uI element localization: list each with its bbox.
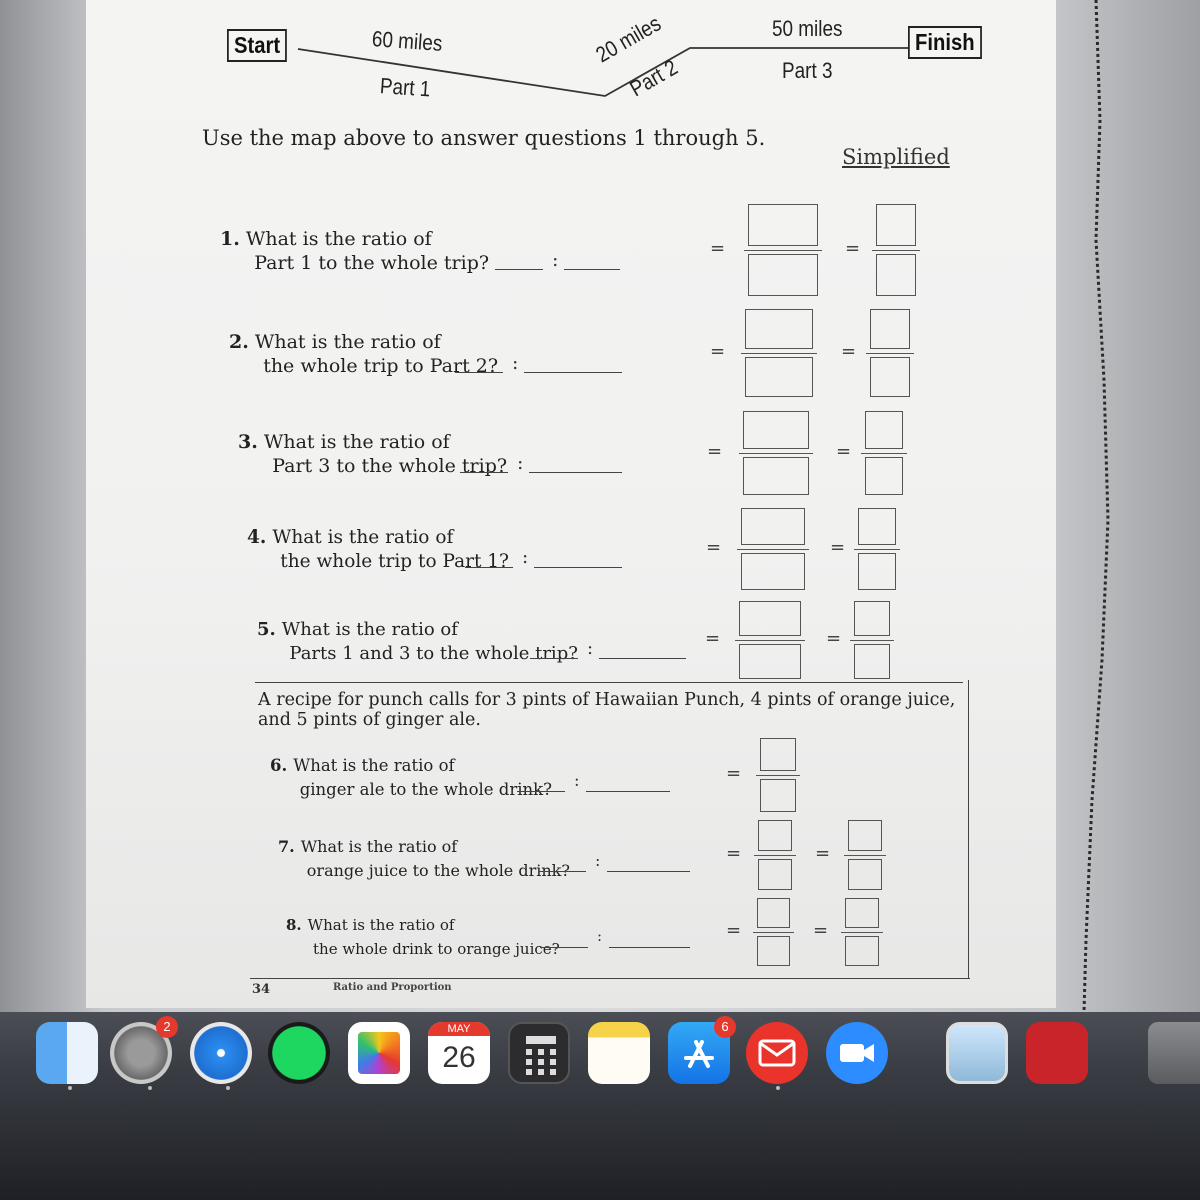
- simplified-denominator-box[interactable]: [865, 457, 903, 495]
- simplified-denominator-box[interactable]: [858, 553, 896, 590]
- safari-icon[interactable]: [190, 1022, 252, 1084]
- finder-icon[interactable]: [36, 1022, 98, 1084]
- simplified-numerator-box[interactable]: [848, 820, 882, 851]
- calendar-icon[interactable]: [428, 1022, 490, 1084]
- question-text-2: orange juice to the whole drink?: [306, 861, 570, 880]
- fraction-bar: [741, 353, 817, 354]
- simplified-denominator-box[interactable]: [854, 644, 890, 679]
- question-line-1: [286, 913, 560, 937]
- equals-sign: =: [813, 920, 829, 941]
- question-text-1: What is the ratio of: [300, 837, 458, 856]
- question-number: 1.: [220, 228, 240, 250]
- fraction-denominator-box[interactable]: [745, 357, 813, 397]
- ratio-blank-second[interactable]: [529, 454, 622, 473]
- running-indicator: [226, 1086, 230, 1090]
- fraction-denominator-box[interactable]: [739, 644, 801, 679]
- ratio-blank-first[interactable]: [540, 929, 588, 948]
- running-indicator: [148, 1086, 152, 1090]
- question-line-1: [220, 227, 489, 251]
- ratio-colon: :: [517, 452, 524, 474]
- calendar-month: MAY: [428, 1022, 490, 1036]
- question-text-1: What is the ratio of: [272, 527, 454, 548]
- simplified-numerator-box[interactable]: [858, 508, 896, 545]
- worksheet-bottom-border: [250, 978, 970, 979]
- recipe-line-2: and 5 pints of ginger ale.: [258, 710, 481, 730]
- question-line-2: [220, 251, 489, 275]
- question-8: [286, 913, 560, 961]
- question-number: 2.: [229, 331, 249, 353]
- simplified-numerator-box[interactable]: [854, 601, 890, 636]
- part2-label: Part 2: [625, 54, 682, 102]
- question-text-2: Part 3 to the whole trip?: [272, 455, 508, 477]
- ratio-blank-first[interactable]: [538, 853, 586, 872]
- photo-booth-icon[interactable]: [1026, 1022, 1088, 1084]
- equals-sign: =: [726, 843, 742, 864]
- trash-icon[interactable]: [1148, 1022, 1200, 1084]
- question-line-1: [257, 618, 578, 642]
- question-text-2: ginger ale to the whole drink?: [299, 780, 552, 799]
- ratio-colon: :: [595, 851, 601, 870]
- fraction-numerator-box[interactable]: [760, 738, 796, 771]
- ratio-blank-second[interactable]: [564, 251, 620, 270]
- equals-sign: =: [836, 441, 852, 462]
- notification-badge: 2: [156, 1016, 178, 1038]
- running-indicator: [68, 1086, 72, 1090]
- ratio-blank-second[interactable]: [586, 773, 670, 792]
- question-text-2: the whole drink to orange juice?: [313, 940, 560, 958]
- fraction-numerator-box[interactable]: [745, 309, 813, 349]
- simplified-denominator-box[interactable]: [848, 859, 882, 890]
- question-line-2: [278, 859, 570, 883]
- fraction-bar: [844, 855, 886, 856]
- question-text-2: Part 1 to the whole trip?: [254, 252, 490, 274]
- fraction-bar: [841, 932, 883, 933]
- question-text-2: Parts 1 and 3 to the whole trip?: [289, 643, 578, 664]
- simplified-denominator-box[interactable]: [876, 254, 916, 296]
- part3-distance: 50 miles: [772, 16, 843, 41]
- simplified-denominator-box[interactable]: [845, 936, 879, 966]
- fraction-bar: [754, 855, 796, 856]
- question-text-1: What is the ratio of: [254, 331, 441, 353]
- fraction-bar: [737, 549, 809, 550]
- question-6: [270, 754, 552, 802]
- question-line-1: [247, 526, 509, 550]
- ratio-blank-first[interactable]: [495, 251, 543, 270]
- equals-sign: =: [826, 628, 842, 649]
- equals-sign: =: [815, 843, 831, 864]
- question-number: 6.: [270, 756, 288, 775]
- fraction-numerator-box[interactable]: [758, 820, 792, 851]
- question-text-1: What is the ratio of: [281, 619, 458, 640]
- ratio-colon: :: [597, 927, 603, 945]
- notes-icon[interactable]: [588, 1022, 650, 1084]
- section-title: Ratio and Proportion: [333, 982, 452, 993]
- recipe-line-1: A recipe for punch calls for 3 pints of Hawaiian Punch, 4 pints of orange juice,: [258, 690, 956, 710]
- fraction-bar: [756, 775, 800, 776]
- fraction-bar: [753, 932, 794, 933]
- instructions: Use the map above to answer questions 1 through 5.: [202, 126, 766, 150]
- ratio-blank-first[interactable]: [455, 354, 503, 373]
- fraction-bar: [744, 250, 822, 251]
- fraction-bar: [854, 549, 900, 550]
- fraction-denominator-box[interactable]: [757, 936, 790, 966]
- equals-sign: =: [710, 341, 726, 362]
- ratio-colon: :: [574, 771, 580, 790]
- fraction-bar: [866, 353, 914, 354]
- ratio-blank-second[interactable]: [524, 354, 622, 373]
- map-finish-box: Finish: [908, 26, 982, 59]
- question-text-2: the whole trip to Part 1?: [280, 551, 509, 572]
- question-text-1: What is the ratio of: [245, 228, 432, 250]
- calendar-day: 26: [442, 1041, 476, 1074]
- equals-sign: =: [705, 628, 721, 649]
- map-start-box: Start: [227, 29, 287, 62]
- part2-distance: 20 miles: [591, 10, 666, 68]
- ratio-blank-second[interactable]: [609, 929, 690, 948]
- part1-label: Part 1: [379, 73, 432, 102]
- fraction-numerator-box[interactable]: [739, 601, 801, 636]
- simplified-header: Simplified: [842, 145, 950, 169]
- ratio-colon: :: [522, 547, 529, 568]
- question-1: [220, 227, 489, 275]
- question-line-2: [270, 778, 552, 802]
- simplified-numerator-box[interactable]: [865, 411, 903, 449]
- fraction-bar: [735, 640, 805, 641]
- fraction-denominator-box[interactable]: [758, 859, 792, 890]
- page-number: 34: [252, 982, 271, 997]
- fraction-bar: [861, 453, 907, 454]
- part3-label: Part 3: [782, 58, 833, 83]
- question-text-1: What is the ratio of: [263, 431, 450, 453]
- fraction-bar: [850, 640, 894, 641]
- ratio-blank-second[interactable]: [599, 640, 686, 659]
- question-line-2: [286, 937, 560, 961]
- question-line-1: [238, 430, 507, 454]
- question-number: 5.: [257, 619, 276, 640]
- ratio-blank-second[interactable]: [534, 549, 622, 568]
- fraction-denominator-box[interactable]: [741, 553, 805, 590]
- perforated-edge: [1056, 0, 1126, 1012]
- calculator-icon[interactable]: [508, 1022, 570, 1084]
- camera-glyph: [826, 1022, 888, 1084]
- equals-sign: =: [845, 238, 861, 259]
- ratio-blank-first[interactable]: [530, 640, 578, 659]
- ratio-colon: :: [587, 638, 594, 659]
- ratio-colon: :: [512, 352, 519, 374]
- simplified-numerator-box[interactable]: [870, 309, 910, 349]
- question-line-1: [278, 835, 570, 859]
- simplified-denominator-box[interactable]: [870, 357, 910, 397]
- equals-sign: =: [726, 762, 742, 784]
- fraction-denominator-box[interactable]: [748, 254, 818, 296]
- worksheet-right-border: [968, 680, 969, 978]
- simplified-numerator-box[interactable]: [845, 898, 879, 928]
- part1-distance: 60 miles: [371, 26, 444, 56]
- question-number: 8.: [286, 916, 302, 934]
- photos-icon[interactable]: [348, 1022, 410, 1084]
- question-line-1: [270, 754, 552, 778]
- equals-sign: =: [830, 536, 846, 558]
- notification-badge: 6: [714, 1016, 736, 1038]
- fraction-bar: [872, 250, 920, 251]
- fraction-denominator-box[interactable]: [743, 457, 809, 495]
- ratio-blank-first[interactable]: [460, 454, 508, 473]
- question-number: 4.: [247, 527, 267, 548]
- equals-sign: =: [706, 536, 722, 558]
- video-camera-icon[interactable]: [826, 1022, 888, 1084]
- preview-icon[interactable]: [946, 1022, 1008, 1084]
- equals-sign: =: [707, 441, 723, 462]
- equals-sign: =: [710, 238, 726, 259]
- simplified-numerator-box[interactable]: [876, 204, 916, 246]
- question-text-1: What is the ratio of: [293, 756, 455, 775]
- ratio-blank-first[interactable]: [465, 549, 513, 568]
- ratio-blank-first[interactable]: [517, 773, 565, 792]
- envelope-glyph: [746, 1022, 808, 1084]
- mail-icon[interactable]: [746, 1022, 808, 1084]
- fraction-bar: [739, 453, 813, 454]
- question-number: 7.: [278, 837, 295, 856]
- fraction-denominator-box[interactable]: [760, 779, 796, 812]
- section-divider: [255, 682, 963, 683]
- question-text-2: the whole trip to Part 2?: [263, 355, 499, 377]
- question-text-1: What is the ratio of: [307, 916, 455, 934]
- fraction-numerator-box[interactable]: [741, 508, 805, 545]
- question-line-1: [229, 330, 498, 354]
- fraction-numerator-box[interactable]: [743, 411, 809, 449]
- equals-sign: =: [841, 341, 857, 362]
- ratio-blank-second[interactable]: [607, 853, 690, 872]
- ratio-colon: :: [552, 249, 559, 271]
- equals-sign: =: [726, 920, 742, 941]
- macos-dock: [0, 1012, 1200, 1200]
- calculator-glyph: [510, 1024, 572, 1086]
- spotify-icon[interactable]: [268, 1022, 330, 1084]
- question-7: [278, 835, 570, 883]
- running-indicator: [776, 1086, 780, 1090]
- recipe-text: [258, 690, 955, 730]
- question-number: 3.: [238, 431, 258, 453]
- fraction-numerator-box[interactable]: [748, 204, 818, 246]
- fraction-numerator-box[interactable]: [757, 898, 790, 928]
